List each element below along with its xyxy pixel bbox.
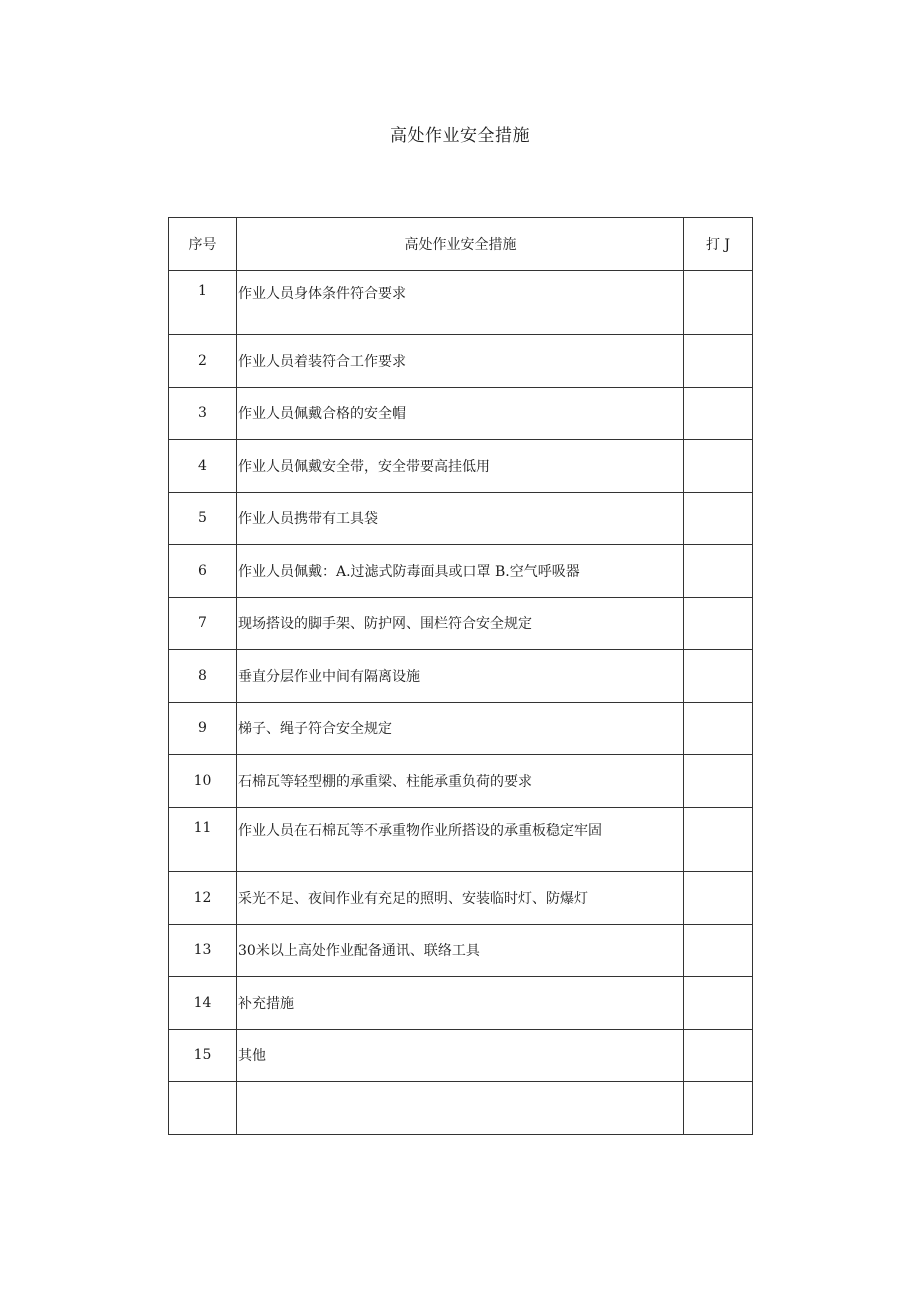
row-measure: 30米以上高处作业配备通讯、联络工具	[237, 924, 684, 977]
page-title: 高处作业安全措施	[390, 126, 530, 146]
row-check-cell[interactable]	[684, 977, 753, 1030]
row-number: 3	[169, 387, 237, 440]
row-measure: 垂直分层作业中间有隔离设施	[237, 650, 684, 703]
table-row	[169, 872, 753, 925]
table-row	[169, 545, 753, 598]
row-check-cell[interactable]	[684, 1082, 753, 1135]
row-number: 4	[169, 440, 237, 493]
row-number: 10	[169, 755, 237, 808]
row-number: 8	[169, 650, 237, 703]
row-measure: 其他	[237, 1029, 684, 1082]
row-number: 11	[169, 807, 237, 872]
row-number: 12	[169, 872, 237, 925]
table-row	[169, 1082, 753, 1135]
row-number: 7	[169, 597, 237, 650]
row-number: 9	[169, 702, 237, 755]
row-measure	[237, 1082, 684, 1135]
row-number: 2	[169, 335, 237, 388]
table-row	[169, 924, 753, 977]
table-row	[169, 977, 753, 1030]
row-measure: 补充措施	[237, 977, 684, 1030]
table-row	[169, 440, 753, 493]
row-measure: 作业人员身体条件符合要求	[237, 270, 684, 335]
row-check-cell[interactable]	[684, 807, 753, 872]
table-row	[169, 650, 753, 703]
header-measure: 高处作业安全措施	[237, 218, 684, 271]
table-row	[169, 755, 753, 808]
row-check-cell[interactable]	[684, 1029, 753, 1082]
row-check-cell[interactable]	[684, 440, 753, 493]
table-row	[169, 492, 753, 545]
header-check: 打 J	[684, 218, 753, 271]
row-measure: 作业人员佩戴：A.过滤式防毒面具或口罩 B.空气呼吸器	[237, 545, 684, 598]
table-row	[169, 335, 753, 388]
header-number: 序号	[169, 218, 237, 271]
row-check-cell[interactable]	[684, 597, 753, 650]
row-number: 13	[169, 924, 237, 977]
safety-measures-table	[168, 217, 753, 1135]
row-measure: 作业人员佩戴安全带，安全带要高挂低用	[237, 440, 684, 493]
table-row	[169, 597, 753, 650]
row-number	[169, 1082, 237, 1135]
row-check-cell[interactable]	[684, 270, 753, 335]
row-check-cell[interactable]	[684, 335, 753, 388]
row-measure: 石棉瓦等轻型棚的承重梁、柱能承重负荷的要求	[237, 755, 684, 808]
row-number: 15	[169, 1029, 237, 1082]
row-check-cell[interactable]	[684, 387, 753, 440]
row-number: 14	[169, 977, 237, 1030]
row-check-cell[interactable]	[684, 650, 753, 703]
row-measure: 作业人员在石棉瓦等不承重物作业所搭设的承重板稳定牢固	[237, 807, 684, 872]
row-number: 1	[169, 270, 237, 335]
table-row	[169, 807, 753, 872]
row-check-cell[interactable]	[684, 924, 753, 977]
row-measure: 梯子、绳子符合安全规定	[237, 702, 684, 755]
table-row	[169, 1029, 753, 1082]
row-check-cell[interactable]	[684, 492, 753, 545]
table-header-row	[169, 218, 753, 271]
row-check-cell[interactable]	[684, 755, 753, 808]
table-row	[169, 387, 753, 440]
table-row	[169, 702, 753, 755]
row-check-cell[interactable]	[684, 702, 753, 755]
row-check-cell[interactable]	[684, 872, 753, 925]
row-measure: 作业人员佩戴合格的安全帽	[237, 387, 684, 440]
row-check-cell[interactable]	[684, 545, 753, 598]
row-number: 6	[169, 545, 237, 598]
table-row	[169, 270, 753, 335]
row-number: 5	[169, 492, 237, 545]
row-measure: 现场搭设的脚手架、防护网、围栏符合安全规定	[237, 597, 684, 650]
row-measure: 采光不足、夜间作业有充足的照明、安装临时灯、防爆灯	[237, 872, 684, 925]
row-measure: 作业人员着装符合工作要求	[237, 335, 684, 388]
row-measure: 作业人员携带有工具袋	[237, 492, 684, 545]
